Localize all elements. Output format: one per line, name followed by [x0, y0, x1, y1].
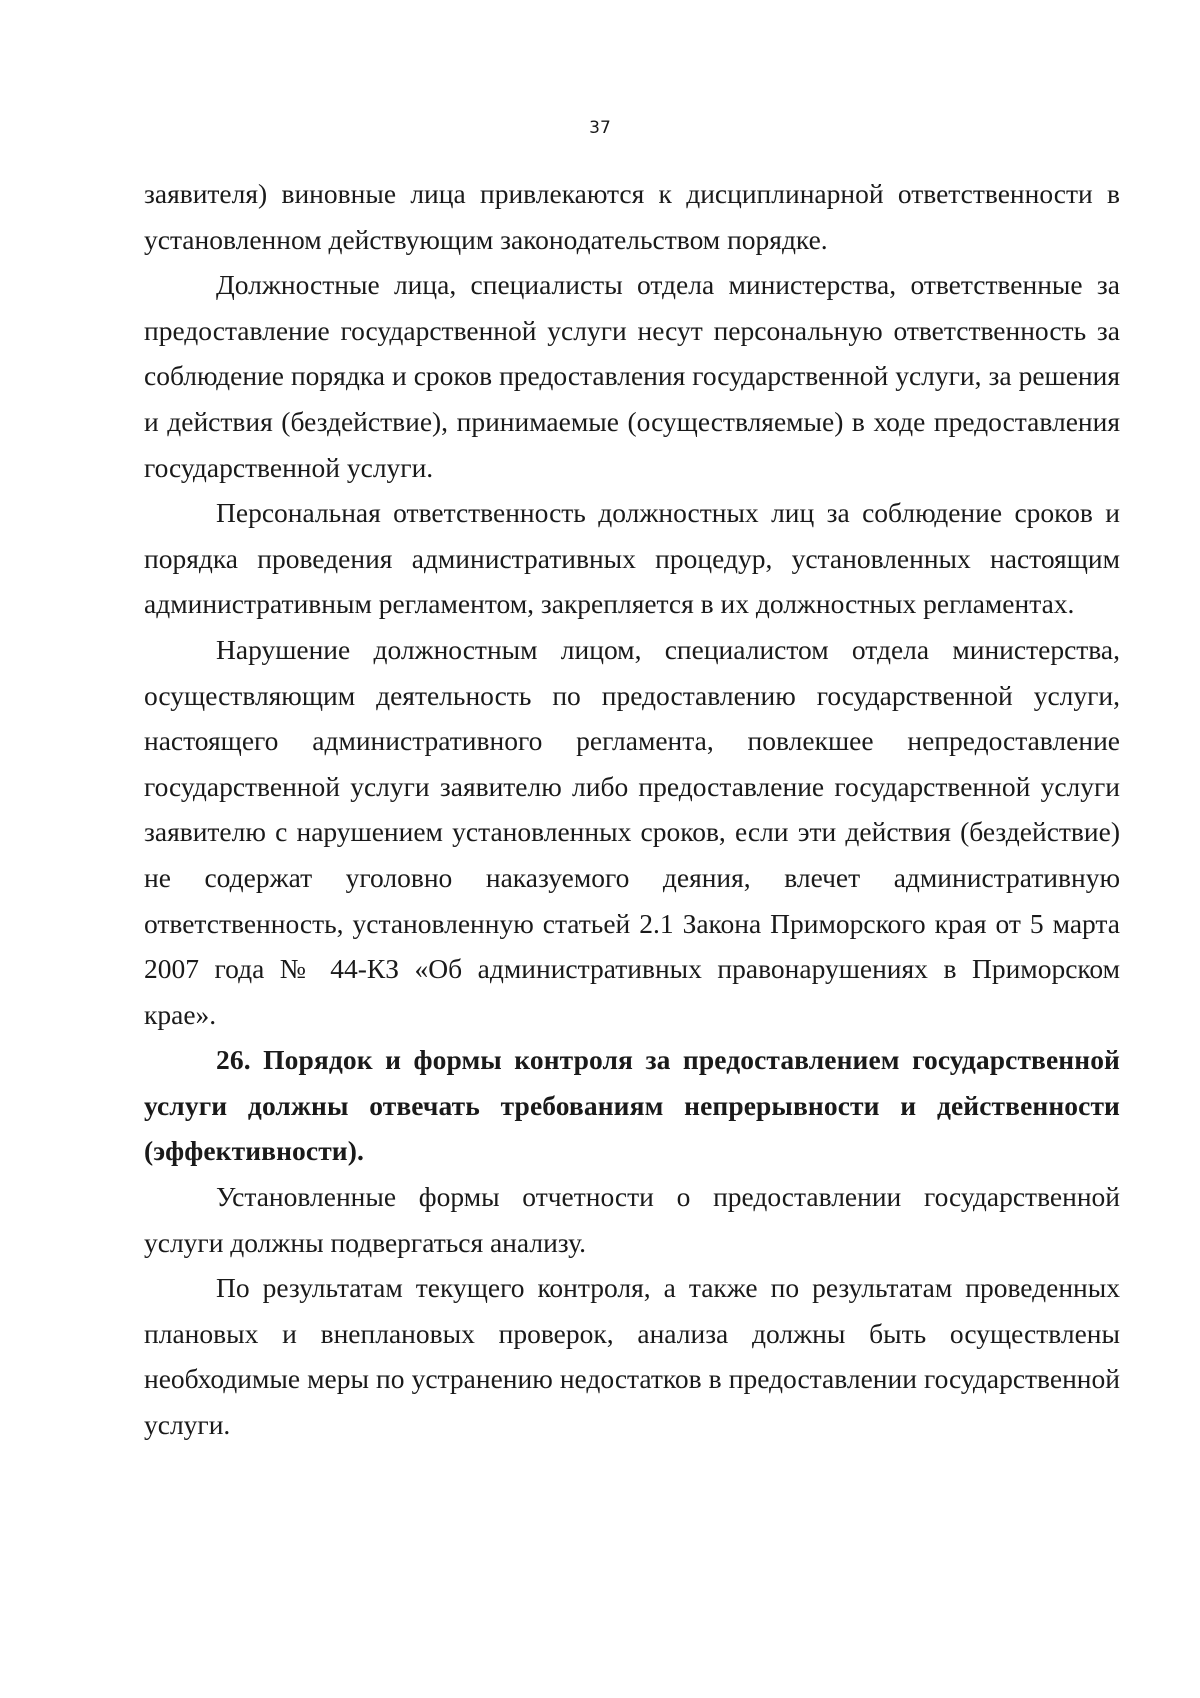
section-heading-26: 26. Порядок и формы контроля за предоставлением государственной услуги должны отвечать требованиям непрерывности и действенности (эффективности). [144, 1044, 1120, 1167]
page-number: 37 [589, 118, 611, 138]
paragraph-control-results: По результатам текущего контроля, а также по результатам проведенных плановых и внеплановых проверок, анализа должны быть осуществлены необходимые меры по устранению недостатков в предоставлении государственной услуги. [144, 1272, 1120, 1441]
paragraph-reporting-forms: Установленные формы отчетности о предоставлении государственной услуги должны подвергаться анализу. [144, 1181, 1120, 1258]
page-body [144, 171, 1120, 1448]
paragraph-continuation: заявителя) виновные лица привлекаются к дисциплинарной ответственности в установленном действующим законодательством порядке. [144, 178, 1120, 255]
paragraph-violation-liability: Нарушение должностным лицом, специалистом отдела министерства, осуществляющим деятельность по предоставлению государственной услуги, настоящего административного регламента, повлекшее непредоставление государственной услуги заявителю либо предоставление государственной услуги заявителю с нарушением установленных сроков, если эти действия (бездействие) не содержат уголовно наказуемого деяния, влечет административную ответственность, установленную статьей 2.1 Закона Приморского края от 5 марта 2007 года № 44-КЗ «Об административных правонарушениях в Приморском крае». [144, 633, 1120, 1030]
paragraph-personal-responsibility: Персональная ответственность должностных лиц за соблюдение сроков и порядка проведения административных процедур, установленных настоящим административным регламентом, закрепляется в их должностных регламентах. [144, 497, 1120, 620]
paragraph-officials-responsibility: Должностные лица, специалисты отдела министерства, ответственные за предоставление государственной услуги несут персональную ответственность за соблюдение порядка и сроков предоставления государственной услуги, за решения и действия (бездействие), принимаемые (осуществляемые) в ходе предоставления государственной услуги. [144, 269, 1120, 483]
